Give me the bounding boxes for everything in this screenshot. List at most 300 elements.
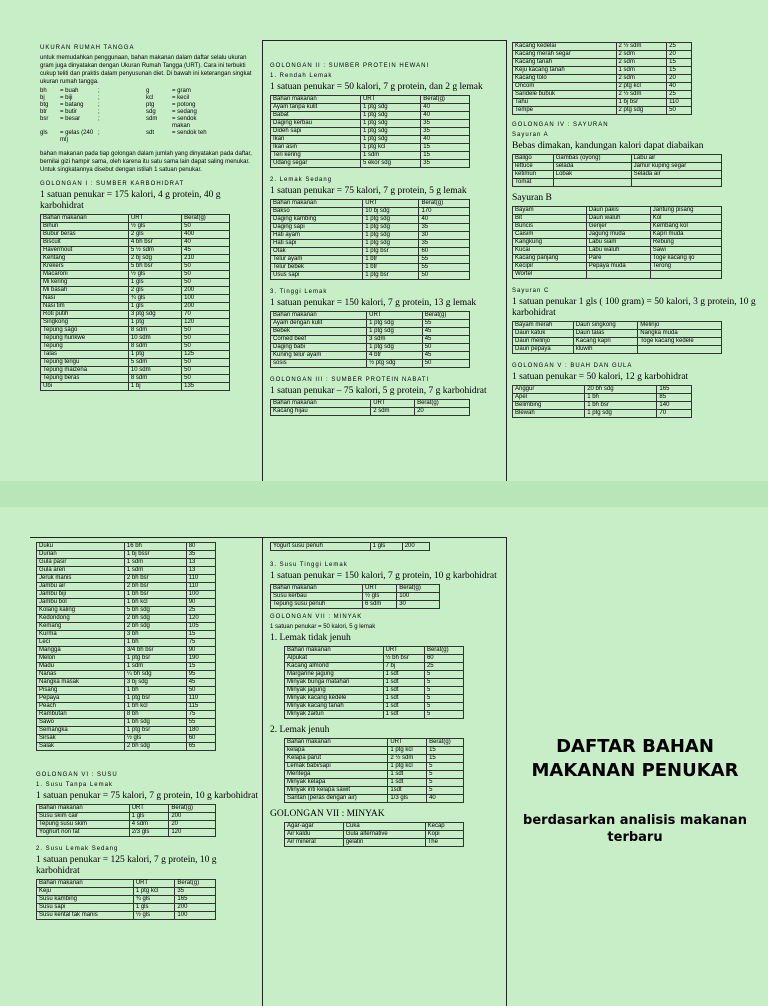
table-row xyxy=(513,91,692,99)
table-row xyxy=(271,264,470,272)
table-row xyxy=(37,829,216,837)
table-cell: 1 bh xyxy=(124,639,186,647)
table-cell: lettuce xyxy=(513,163,554,171)
table-cell: Ikan asin xyxy=(271,144,361,152)
table-row xyxy=(37,687,216,695)
table-cell: 1 sdt xyxy=(383,671,424,679)
table-cell: ½ bh bsr xyxy=(383,655,424,663)
table-cell: 1 bj bsr xyxy=(616,99,667,107)
table-cell: Toge kacang ijo xyxy=(650,255,721,263)
g6-s2-table-part1 xyxy=(36,879,216,920)
table-cell: 2 bh bsr xyxy=(124,575,186,583)
table-cell: 13 xyxy=(186,559,215,567)
table-row xyxy=(285,763,464,771)
table-cell: 120 xyxy=(186,615,215,623)
divider xyxy=(506,40,507,481)
g2-s2-rule: 1 satuan penukar = 75 kalori, 7 g protein, 5 g lemak xyxy=(270,186,467,196)
table-cell: 55 xyxy=(419,264,470,272)
table-cell: Caisim xyxy=(513,231,587,239)
table-row xyxy=(513,410,692,418)
table-cell: Susu kental tak manis xyxy=(37,912,134,920)
table-cell: Minyak jagung xyxy=(285,687,384,695)
abbreviation-cell: = sendok makan xyxy=(172,116,197,129)
table-cell: 115 xyxy=(186,703,215,711)
abbreviation-cell: g xyxy=(146,88,150,94)
table-cell: 2 bh sdg xyxy=(124,743,186,751)
table-cell: Kelapa parut xyxy=(285,755,388,763)
table-header xyxy=(285,739,464,747)
table-cell: Jamur kuping segar xyxy=(631,163,721,171)
table-cell: 2 ½ sdm xyxy=(616,43,667,51)
header-cell: URT xyxy=(133,880,175,888)
table-cell: 20 bh sdg xyxy=(585,386,657,394)
table-row xyxy=(513,67,692,75)
table-cell: 1 btr xyxy=(363,256,419,264)
table-cell: Melinjo xyxy=(638,322,722,330)
table-cell: Agar-agar xyxy=(285,823,344,831)
table-cell: Sawo xyxy=(37,719,125,727)
table-row xyxy=(37,813,216,821)
table-cell: 1 bh xyxy=(585,394,657,402)
table-cell: Buncis xyxy=(513,223,587,231)
table-row xyxy=(513,83,692,91)
table-row xyxy=(41,375,230,383)
table-row xyxy=(513,99,692,107)
table-row xyxy=(285,779,464,787)
table-cell: 50 xyxy=(419,272,470,280)
table-cell: 8 sdm xyxy=(128,327,181,335)
table-cell: Tepung sago xyxy=(41,327,129,335)
header-cell: URT xyxy=(363,585,397,593)
table-row xyxy=(285,703,464,711)
header-cell: Bahan makanan xyxy=(271,400,371,408)
table-row xyxy=(271,272,470,280)
header-cell: Berat(g) xyxy=(421,96,470,104)
cover-subtitle: berdasarkan analisis makanan terbaru xyxy=(523,813,747,845)
table-cell: 10 sdm xyxy=(128,367,181,375)
table-cell: 1 sdm xyxy=(124,567,186,575)
table-cell: 1 sdt xyxy=(388,771,427,779)
table-cell: Duku xyxy=(37,543,125,551)
table-cell: Jambu biji xyxy=(37,591,125,599)
table-row xyxy=(41,295,230,303)
g4-b-table xyxy=(512,206,722,279)
table-cell: Tepung xyxy=(41,343,129,351)
table-cell: 50 xyxy=(422,360,469,368)
table-cell: 40 xyxy=(421,112,470,120)
table-cell: 100 xyxy=(175,912,216,920)
table-cell: Anggur xyxy=(513,386,585,394)
table-cell: Susu skim cair xyxy=(37,813,130,821)
table-cell: 70 xyxy=(657,410,692,418)
table-row xyxy=(271,360,470,368)
table-cell: Minyak inti kelapa sawit xyxy=(285,787,388,795)
header-cell: Bahan makanan xyxy=(271,96,361,104)
table-cell: Keju xyxy=(37,888,134,896)
table-cell: 1 bh bsr xyxy=(124,591,186,599)
table-cell xyxy=(631,179,721,187)
table-cell: Daun melinjo xyxy=(513,338,574,346)
table-cell: 1 ptg xyxy=(128,351,181,359)
table-cell: Kacang tolo xyxy=(513,75,617,83)
table-header xyxy=(271,96,470,104)
table-cell: 15 xyxy=(667,59,692,67)
table-cell: 2/3 gls xyxy=(129,829,169,837)
table-cell: Blewah xyxy=(513,410,585,418)
table-cell: 40 xyxy=(419,216,470,224)
g6-s3-rule: 1 satuan penukar = 150 kalori, 7 g protein, 10 g karbohidrat xyxy=(270,571,497,581)
table-row xyxy=(271,112,470,120)
g5-table-part1 xyxy=(512,385,692,418)
g4-heading: GOLONGAN IV : SAYURAN xyxy=(512,122,609,128)
table-row xyxy=(513,107,692,115)
table-row xyxy=(513,239,722,247)
table-cell: Mentega xyxy=(285,771,388,779)
table-cell: Daging kambing xyxy=(271,216,363,224)
abbreviation-cell: btr xyxy=(40,109,48,115)
table-cell: 85 xyxy=(657,394,692,402)
table-cell: Hati sapi xyxy=(271,240,363,248)
table-cell: 50 xyxy=(182,271,230,279)
table-cell: 1 ptg kcl xyxy=(360,144,420,152)
table-header xyxy=(271,312,470,320)
table-cell: 45 xyxy=(422,352,469,360)
divider xyxy=(262,537,263,1006)
table-cell: gelatin xyxy=(343,839,425,847)
table-cell: 200 xyxy=(182,303,230,311)
table-cell: Rebung xyxy=(650,239,721,247)
table-cell: Susu kerbau xyxy=(271,593,363,601)
table-row xyxy=(41,343,230,351)
table-cell: 50 xyxy=(182,335,230,343)
table-row xyxy=(271,240,470,248)
table-cell: Roti putih xyxy=(41,311,129,319)
table-row xyxy=(513,346,722,354)
table-row xyxy=(513,255,722,263)
table-cell: Tempe xyxy=(513,107,617,115)
header-cell: URT xyxy=(360,96,420,104)
table-cell: 90 xyxy=(186,647,215,655)
table-cell: Minyak kacang kedele xyxy=(285,695,384,703)
table-cell: Pisang xyxy=(37,687,125,695)
table-cell: 50 xyxy=(186,687,215,695)
g3-rule: 1 satuan penukar – 75 kalori, 5 g protein, 7 g karbohidrat xyxy=(270,386,487,396)
abbreviation-cell: btg xyxy=(40,102,49,108)
table-row xyxy=(271,593,440,601)
g6-s3-table xyxy=(270,584,440,609)
table-cell: 1 ptg sdg xyxy=(367,328,423,336)
header-cell: URT xyxy=(383,647,424,655)
table-cell: Jambu air xyxy=(37,583,125,591)
table-row xyxy=(37,912,216,920)
table-cell: Daun pepaya xyxy=(513,346,574,354)
table-cell: 1 bj bssr xyxy=(124,551,186,559)
table-cell: 45 xyxy=(422,336,469,344)
table-cell: Keju kacang tanah xyxy=(513,67,617,75)
table-row xyxy=(37,631,216,639)
table-cell: Kol xyxy=(650,215,721,223)
table-cell: Yogurt susu penuh xyxy=(271,543,371,551)
g4-a-label: Sayuran A xyxy=(512,132,549,138)
table-row xyxy=(41,279,230,287)
table-cell: 40 xyxy=(421,136,470,144)
table-cell: 15 xyxy=(427,755,464,763)
table-cell: 1 gls xyxy=(129,813,169,821)
header-cell: Berat(g) xyxy=(424,647,463,655)
table-cell: 2 bj sdg xyxy=(128,255,181,263)
table-row xyxy=(41,287,230,295)
table-cell: Usus sapi xyxy=(271,272,363,280)
table-cell: Lobak xyxy=(553,171,631,179)
g6-s3-label: 3. Susu Tinggi Lemak xyxy=(270,562,348,568)
table-cell: Nasi tim xyxy=(41,303,129,311)
table-cell: Tepung terigu xyxy=(41,359,129,367)
table-cell: 5 xyxy=(427,787,464,795)
table-row xyxy=(37,888,216,896)
table-cell: Krekers xyxy=(41,263,129,271)
g6-s1-label: 1. Susu Tanpa Lemak xyxy=(36,782,113,788)
table-row xyxy=(271,216,470,224)
table-cell: 55 xyxy=(186,719,215,727)
table-row xyxy=(513,338,722,346)
table-row xyxy=(37,647,216,655)
table-row xyxy=(41,383,230,391)
table-cell: Corned beef xyxy=(271,336,367,344)
table-cell: 75 xyxy=(186,711,215,719)
table-row xyxy=(41,263,230,271)
table-row xyxy=(37,623,216,631)
table-row xyxy=(285,747,464,755)
table-cell: 55 xyxy=(419,256,470,264)
table-cell: Otak xyxy=(271,248,363,256)
table-cell: Telur bebek xyxy=(271,264,363,272)
g2-s3-rule: 1 satuan penukar = 150 kalori, 7 g protein, 13 g lemak xyxy=(270,298,477,308)
g2-s2-table xyxy=(270,199,470,280)
abbreviation-cell: = besar xyxy=(60,116,81,122)
table-cell: Jantung pisang xyxy=(650,207,721,215)
table-cell: 5 xyxy=(424,671,463,679)
table-cell: 50 xyxy=(667,107,692,115)
table-cell: ½ gls xyxy=(128,271,181,279)
table-cell: Daun singkong xyxy=(573,322,638,330)
table-cell: Leci xyxy=(37,639,125,647)
table-cell: 2 sdm xyxy=(616,59,667,67)
table-cell: 5 xyxy=(424,703,463,711)
table-cell: 4 sdm xyxy=(129,821,169,829)
table-cell: ¾ gls xyxy=(128,295,181,303)
g7-t2-table xyxy=(284,738,464,803)
abbreviation-cell: ; xyxy=(98,102,100,108)
table-cell: Ayam dengan kulit xyxy=(271,320,367,328)
table-row xyxy=(285,711,464,719)
abbreviation-cell: = sedang xyxy=(172,109,197,115)
table-cell: 2 ½ sdm xyxy=(388,755,427,763)
header-cell: Bahan makanan xyxy=(41,215,129,223)
g2-heading: GOLONGAN II : SUMBER PROTEIN HEWANI xyxy=(270,63,430,69)
table-cell: 5 ekor sdg xyxy=(360,160,420,168)
table-cell: Dideh sapi xyxy=(271,128,361,136)
table-cell: Yoghurt non fat xyxy=(37,829,130,837)
table-cell: Salak xyxy=(37,743,125,751)
table-cell: Bihun xyxy=(41,223,129,231)
table-cell: Gula alternative xyxy=(343,831,425,839)
table-cell: Toge kacang kedele xyxy=(638,338,722,346)
table-row xyxy=(37,743,216,751)
header-cell: Bahan makanan xyxy=(37,805,130,813)
abbreviation-cell: = kecil xyxy=(172,95,190,101)
table-cell: 15 xyxy=(186,663,215,671)
table-row xyxy=(271,352,470,360)
header-cell: Bahan makanan xyxy=(271,585,363,593)
table-cell: Tepung beras xyxy=(41,375,129,383)
table-cell: Saridele bubuk xyxy=(513,91,617,99)
table-cell: Bit xyxy=(513,215,587,223)
table-cell: 2 ptg sdg xyxy=(616,107,667,115)
table-header xyxy=(271,585,440,593)
table-row xyxy=(285,695,464,703)
table-cell: 60 xyxy=(419,248,470,256)
abbreviation-cell: ; xyxy=(98,88,100,94)
table-cell: 1 ptg bsr xyxy=(124,655,186,663)
table-cell: 1 ptg sdg xyxy=(360,104,420,112)
table-row xyxy=(513,43,692,51)
table-row xyxy=(285,679,464,687)
table-row xyxy=(271,120,470,128)
table-cell: 1 ptg sdg xyxy=(360,136,420,144)
table-cell: 25 xyxy=(667,43,692,51)
table-cell: 25 xyxy=(186,607,215,615)
table-cell: 170 xyxy=(419,208,470,216)
table-cell: 3 ptg sdg xyxy=(128,311,181,319)
table-cell: 35 xyxy=(419,224,470,232)
table-cell: 35 xyxy=(421,128,470,136)
table-cell: Nanas xyxy=(37,671,125,679)
table-cell: Selada air xyxy=(631,171,721,179)
table-cell: 70 xyxy=(182,311,230,319)
table-row xyxy=(513,322,722,330)
table-cell: Oncom xyxy=(513,83,617,91)
table-row xyxy=(513,271,722,279)
table-row xyxy=(37,567,216,575)
table-cell: 120 xyxy=(169,829,216,837)
table-cell: 110 xyxy=(186,695,215,703)
table-cell: Mi kering xyxy=(41,279,129,287)
table-row xyxy=(37,639,216,647)
table-cell: 5 xyxy=(424,695,463,703)
table-cell: Labu air xyxy=(631,155,721,163)
table-cell: 200 xyxy=(169,813,216,821)
table-row xyxy=(37,703,216,711)
g5-table-part2 xyxy=(36,542,216,751)
table-cell: 2 sdm xyxy=(616,75,667,83)
table-cell: 135 xyxy=(182,383,230,391)
g4-a-table xyxy=(512,154,722,187)
g4-b-label: Sayuran B xyxy=(512,193,552,203)
table-cell: Macaroni xyxy=(41,271,129,279)
g6-heading: GOLONGAN VI : SUSU xyxy=(36,772,118,778)
table-cell: 45 xyxy=(182,247,230,255)
abbreviation-cell: ptg xyxy=(146,102,155,108)
table-cell: Terong xyxy=(650,263,721,271)
table-cell: 1 ptg sdg xyxy=(360,128,420,136)
table-row xyxy=(513,179,722,187)
table-cell: Pare xyxy=(586,255,650,263)
table-cell: 1 sdm xyxy=(124,663,186,671)
table-cell: Cuka xyxy=(343,823,425,831)
table-cell: 50 xyxy=(422,344,469,352)
table-cell: Tomat xyxy=(513,179,554,187)
table-cell: 50 xyxy=(182,367,230,375)
table-cell: ¼ bh sdg xyxy=(124,671,186,679)
table-row xyxy=(513,75,692,83)
table-cell: Wortel xyxy=(513,271,587,279)
table-cell: 40 xyxy=(421,104,470,112)
table-cell: Susu kambing xyxy=(37,896,134,904)
table-cell: Tepung hunkwe xyxy=(41,335,129,343)
table-row xyxy=(513,59,692,67)
table-cell: 5 ½ sdm xyxy=(128,247,181,255)
table-cell: 50 xyxy=(182,359,230,367)
table-cell: ½ gls xyxy=(124,735,186,743)
table-cell: 1 sdm xyxy=(360,152,420,160)
table-cell: 35 xyxy=(421,160,470,168)
table-row xyxy=(41,351,230,359)
table-cell: Santan (peras dengan air) xyxy=(285,795,388,803)
table-row xyxy=(513,155,722,163)
table-row xyxy=(37,591,216,599)
table-row xyxy=(285,823,464,831)
table-cell: Havermout xyxy=(41,247,129,255)
abbreviation-cell: ; xyxy=(98,116,100,122)
table-row xyxy=(271,601,440,609)
table-cell: 1 ptg sdg xyxy=(360,120,420,128)
abbreviation-cell: kcl xyxy=(146,95,154,101)
intro-paragraph-2: bahan makanan pada tiap golongan dalam jumlah yang dinyatakan pada daftar, bernilai gizi hampir sama, oleh karena itu satu sama lain dapat saling menukar. Untuk singkatannya disebut dengan istilah 1 satuan penukar. xyxy=(40,151,252,173)
table-cell: 1 gls xyxy=(370,543,402,551)
g1-rule: 1 satuan penukar = 175 kalori, 4 g protein, 40 g karbohidrat xyxy=(40,190,221,211)
table-cell: Kecipir xyxy=(513,263,587,271)
g7-heading: GOLONGAN VII : MINYAK xyxy=(270,614,363,620)
table-row xyxy=(41,223,230,231)
table-row xyxy=(37,615,216,623)
table-row xyxy=(37,607,216,615)
table-cell: 1 ptg sdg xyxy=(363,240,419,248)
table-cell: Sirsak xyxy=(37,735,125,743)
table-row xyxy=(285,663,464,671)
table-row xyxy=(41,303,230,311)
table-cell: Pepaya muda xyxy=(586,263,650,271)
abbreviation-cell: sdt xyxy=(146,130,155,136)
table-row xyxy=(37,655,216,663)
abbreviation-cell: bj xyxy=(40,95,45,101)
table-cell: Bakso xyxy=(271,208,363,216)
g2-s3-label: 3. Tinggi Lemak xyxy=(270,289,328,295)
table-cell: Gambas (oyong) xyxy=(553,155,631,163)
table-cell: 5 bh bsr xyxy=(128,263,181,271)
table-cell: Telur ayam xyxy=(271,256,363,264)
table-cell: Gula pasir xyxy=(37,559,125,567)
table-cell: 2 gls xyxy=(128,287,181,295)
table-cell: 190 xyxy=(186,655,215,663)
table-cell xyxy=(586,271,650,279)
g6-s2-rule: 1 satuan penukar = 125 kalori, 7 g protein, 10 g karbohidrat xyxy=(36,855,217,876)
g2-s2-label: 2. Lemak Sedang xyxy=(270,177,333,183)
table-cell: 5 sdm xyxy=(128,359,181,367)
table-cell: 2 sdm xyxy=(371,408,415,416)
table-cell: 1 ptg bsr xyxy=(124,727,186,735)
table-row xyxy=(513,163,722,171)
table-cell: Peach xyxy=(37,703,125,711)
